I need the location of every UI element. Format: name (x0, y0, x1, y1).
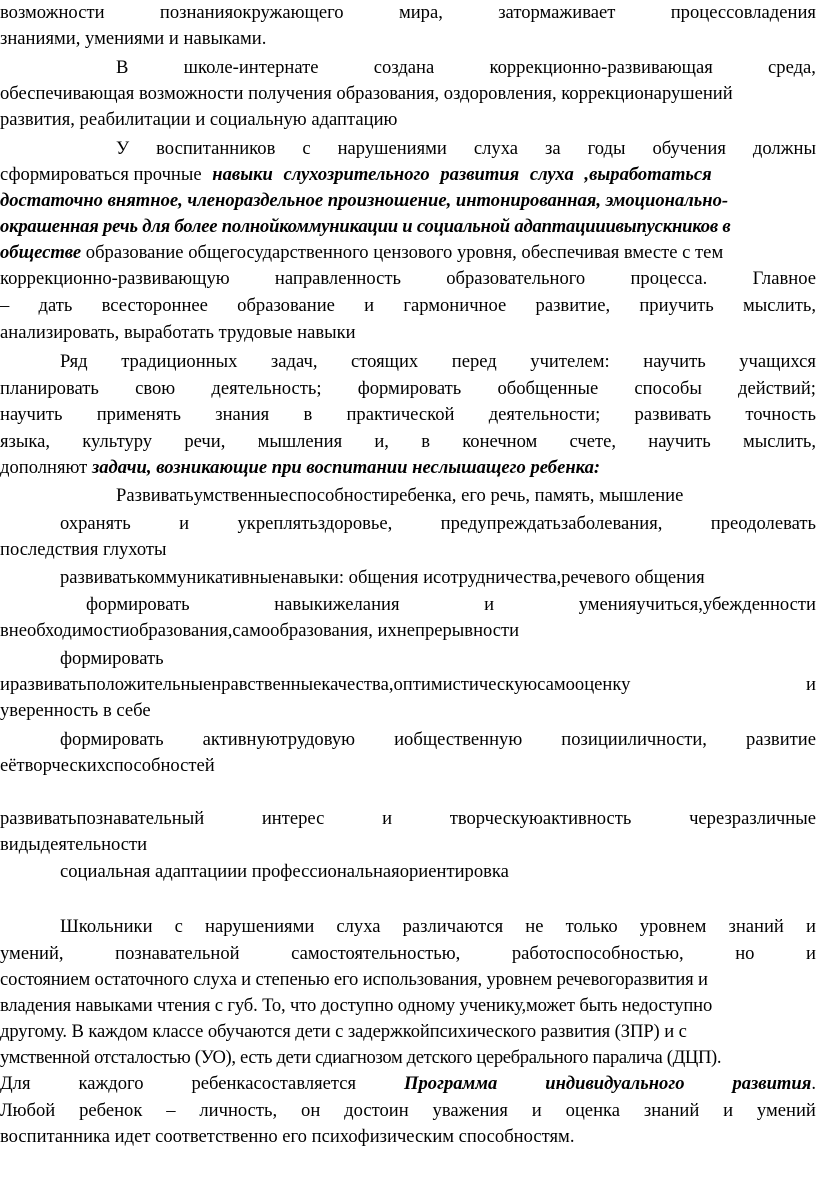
word: приучить (639, 295, 714, 316)
word: слуха (473, 138, 519, 159)
text-line (0, 81, 816, 107)
word: Школьники (60, 916, 153, 937)
list-item: социальная адаптациии профессиональнаяориентировка (60, 861, 509, 882)
word: направленность (274, 268, 401, 289)
word: только (565, 916, 618, 937)
word: он (301, 1100, 321, 1121)
word: научить (648, 431, 711, 452)
emphasis-word: индивидуального (545, 1073, 685, 1094)
word: планировать (0, 378, 99, 399)
text-line (0, 402, 816, 428)
word: счете, (569, 431, 617, 452)
text-line (0, 429, 816, 455)
list-item: развиватькоммуникативныенавыки: общения исотрудничества,речевого общения (60, 567, 705, 588)
word: с (174, 916, 183, 937)
word: языка, (0, 431, 51, 452)
word: различаются (402, 916, 504, 937)
text-line (0, 1071, 816, 1097)
text-line: анализировать, выработать трудовые навыки (0, 322, 356, 343)
word: Ряд (60, 351, 88, 372)
word: знания (215, 404, 270, 425)
word: мыслить, (743, 295, 816, 316)
list-item (0, 511, 816, 537)
word: и (806, 943, 816, 964)
emphasis-text: навыки слухозрительного развития слуха ,выработаться (212, 164, 712, 185)
word: достоин (344, 1100, 409, 1121)
word: процессовладения (670, 2, 816, 23)
word: и (382, 808, 393, 829)
word: гармоничное (403, 295, 507, 316)
word: дать (38, 295, 73, 316)
text-line: умственной отсталостью (УО), есть дети сдиагнозом детского церебрального паралича (ДЦП). (0, 1047, 722, 1068)
word: познанияокружающего (159, 2, 344, 23)
word: задач, (270, 351, 318, 372)
text-line (0, 240, 816, 266)
emphasis-word: развития. (732, 1073, 816, 1094)
word: – (166, 1100, 176, 1121)
word: У (116, 138, 130, 159)
word: слуха (336, 916, 381, 937)
word: познавательной (115, 943, 240, 964)
word: уровнем (639, 916, 707, 937)
word: развивать (634, 404, 712, 425)
word: деятельность; (211, 378, 322, 399)
word: среда, (768, 57, 816, 78)
text-line (0, 0, 816, 26)
word: оценка (565, 1100, 621, 1121)
word: предупреждатьзаболевания, (440, 513, 663, 534)
word: и (531, 1100, 542, 1121)
text-line: владения навыками чтения с губ. То, что доступно одному ученику,может быть недоступно (0, 995, 713, 1016)
text-line: состоянием остаточного слуха и степенью его использования, уровнем речевогоразвития и (0, 969, 708, 990)
word: конечном (462, 431, 538, 452)
word: самостоятельностью, (291, 943, 461, 964)
punctuation: . (811, 1073, 816, 1094)
word: формировать (60, 729, 164, 750)
word: личность, (199, 1100, 278, 1121)
word: Любой (0, 1100, 56, 1121)
word: активнуютрудовую (202, 729, 356, 750)
word: позицииличности, (561, 729, 707, 750)
word: и (484, 594, 495, 615)
word: мира, (398, 2, 443, 23)
word: свою (135, 378, 176, 399)
word: практической (346, 404, 455, 425)
word: должны (752, 138, 816, 159)
word: знаний (643, 1100, 700, 1121)
word: с (302, 138, 311, 159)
word: в (421, 431, 430, 452)
word: знаний (728, 916, 784, 937)
text-line (0, 376, 816, 402)
word: формировать (357, 378, 462, 399)
word: в (303, 404, 313, 425)
word: интерес (261, 808, 325, 829)
word: развитие (746, 729, 816, 750)
word: традиционных (121, 351, 238, 372)
word: обобщенные (497, 378, 599, 399)
word: культуру (82, 431, 153, 452)
list-item (0, 727, 816, 753)
word: ребенкасоставляется (191, 1073, 357, 1094)
emphasis-text: обществе (0, 242, 82, 263)
list-item (0, 592, 816, 618)
text-line (0, 136, 816, 162)
text-line (0, 349, 816, 375)
list-item: формировать (60, 648, 164, 669)
word: Главное (752, 268, 816, 289)
word: воспитанников (156, 138, 276, 159)
list-item (0, 806, 816, 832)
emphasis-word: Программа (404, 1073, 498, 1094)
list-item-continuation (0, 672, 816, 698)
word: учителем: (530, 351, 610, 372)
text-line (0, 162, 816, 188)
word: и (364, 295, 375, 316)
word: способы (634, 378, 702, 399)
word: охранять (60, 513, 131, 534)
word: применять (96, 404, 182, 425)
list-item-continuation: последствия глухоты (0, 539, 167, 560)
text-line (0, 55, 816, 81)
text-line (0, 941, 816, 967)
word: научить (643, 351, 706, 372)
word: умений, (0, 943, 64, 964)
word: коррекционно-развивающую (0, 268, 230, 289)
list-item: Развиватьумственныеспособностиребенка, его речь, память, мышление (116, 485, 684, 506)
text-line: другому. В каждом классе обучаются дети с задержкойпсихического развития (ЗПР) и с (0, 1021, 687, 1042)
word: ребенок (79, 1100, 143, 1121)
word: – (0, 295, 10, 316)
text-line (0, 293, 816, 319)
list-item-continuation: видыдеятельности (0, 834, 148, 855)
word: речи, (184, 431, 226, 452)
word: нарушениями (337, 138, 447, 159)
plain-text: сформироваться прочные (0, 164, 202, 185)
list-item-continuation: уверенность в себе (0, 700, 151, 721)
word: процесса. (630, 268, 708, 289)
word: навыкижелания (274, 594, 400, 615)
emphasis-line: окрашенная речь для более полнойкоммуникации и социальной адаптацииивыпускников в (0, 216, 731, 237)
word: школе-интернате (183, 57, 319, 78)
text-line (0, 266, 816, 292)
word: обучения (652, 138, 726, 159)
word: преодолевать (710, 513, 816, 534)
text-line: развития, реабилитации и социальную адаптацию (0, 109, 398, 130)
text-line: воспитанника идет соответственно его психофизическим способностям. (0, 1126, 575, 1147)
word: но (735, 943, 755, 964)
word: всестороннее (101, 295, 208, 316)
word: и, (374, 431, 389, 452)
word: развитие, (535, 295, 611, 316)
word: действий; (738, 378, 816, 399)
plain-text: дополняют (0, 457, 88, 478)
word: развиватьпознавательный (0, 808, 205, 829)
text-line (0, 455, 816, 481)
word: не (525, 916, 544, 937)
word: уменияучиться,убежденности (578, 594, 816, 615)
word: Для (0, 1073, 31, 1094)
word: формировать (86, 594, 190, 615)
word: точность (745, 404, 816, 425)
word: деятельности; (488, 404, 601, 425)
word: затормаживает (498, 2, 616, 23)
plain-text: образование общегосударственного цензового уровня, обеспечивая вместе с тем (85, 242, 724, 263)
text-line: знаниями, умениями и навыками. (0, 28, 267, 49)
word: мыслить, (742, 431, 816, 452)
word: укреплятьздоровье, (237, 513, 393, 534)
word: умений (756, 1100, 816, 1121)
list-item-continuation: внеобходимостиобразования,самообразования, ихнепрерывности (0, 620, 520, 641)
word: В (116, 57, 129, 78)
word: учащихся (739, 351, 816, 372)
word: образовательного (446, 268, 586, 289)
word: коррекционно-развивающая (489, 57, 713, 78)
word: творческуюактивность (449, 808, 632, 829)
word: и (179, 513, 190, 534)
word: и (723, 1100, 734, 1121)
word: иобщественную (394, 729, 523, 750)
word: возможности (0, 2, 105, 23)
text-line (0, 1098, 816, 1124)
word: обеспечивающая возможности получения образования, оздоровления, коррекционарушений (0, 83, 733, 104)
list-item-continuation: еётворческихспособностей (0, 755, 215, 776)
word: и (806, 674, 816, 695)
word: образование (237, 295, 335, 316)
word: перед (451, 351, 497, 372)
word: мышления (257, 431, 343, 452)
word: каждого (78, 1073, 144, 1094)
text-line (0, 914, 816, 940)
word: за (545, 138, 561, 159)
word: научить (0, 404, 63, 425)
emphasis-line: достаточно внятное, членораздельное произношение, интонированная, эмоционально- (0, 190, 729, 211)
word: работоспособностью, (511, 943, 684, 964)
word: черезразличные (689, 808, 816, 829)
word: годы (587, 138, 626, 159)
emphasis-text: задачи, возникающие при воспитании неслышащего ребенка: (91, 457, 601, 478)
word: иразвиватьположительныенравственныекачества,оптимистическуюсамооценку (0, 674, 631, 695)
word: создана (373, 57, 435, 78)
word: нарушениями (205, 916, 315, 937)
word: и (805, 916, 816, 937)
word: уважения (432, 1100, 508, 1121)
word: стоящих (351, 351, 419, 372)
